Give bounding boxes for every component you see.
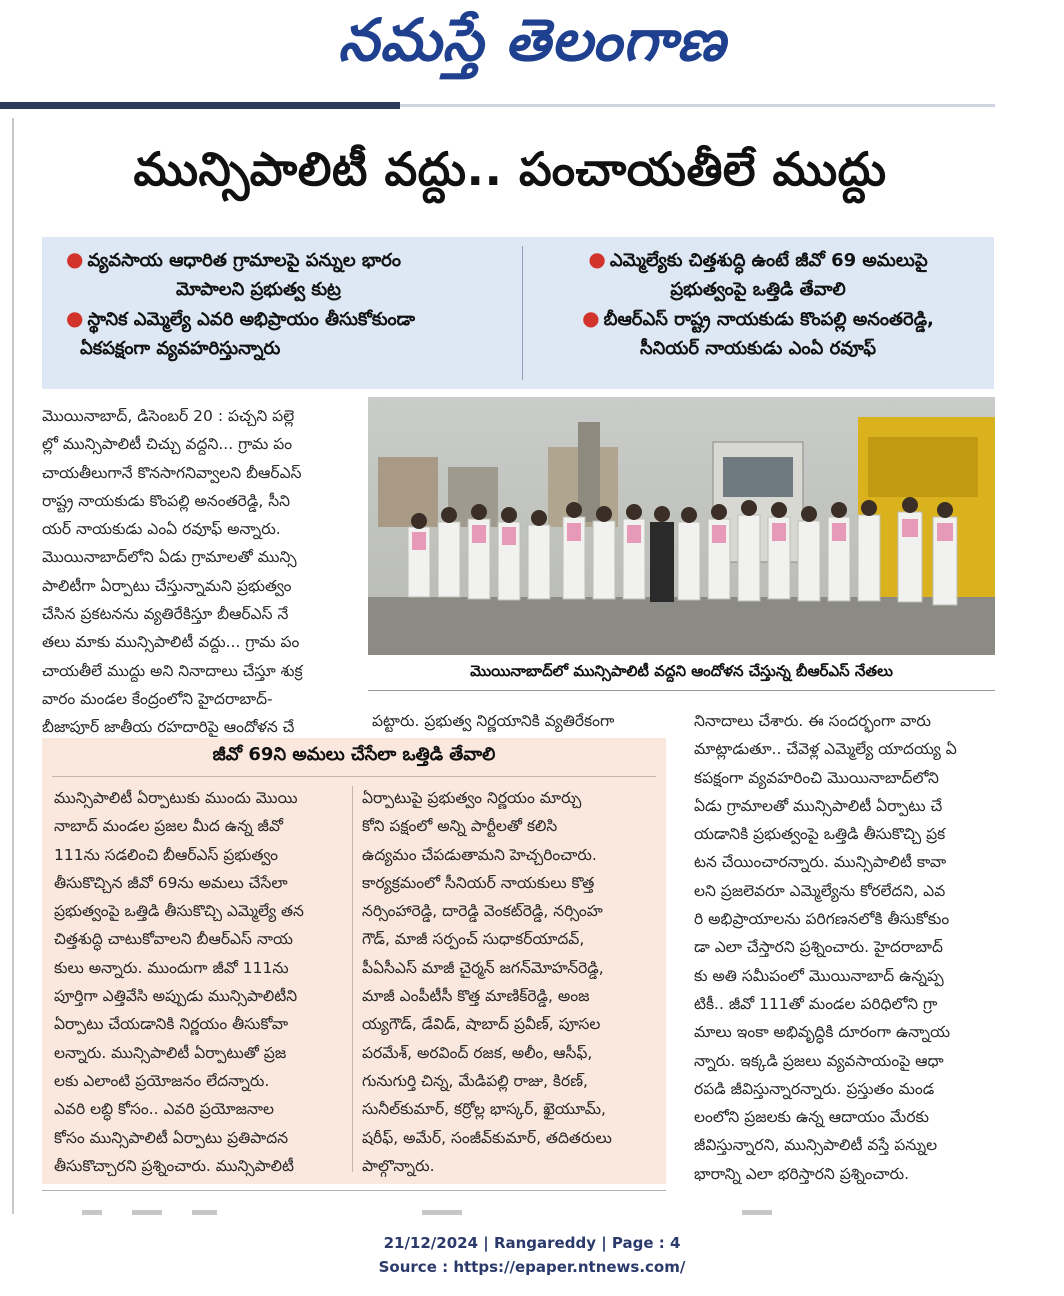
story-line: వారం మండల కేంద్రంలోని హైదరాబాద్- [42,689,273,708]
story-line: కు అతి సమీపంలో మొయినాబాద్ ఉన్నప్ప [694,966,944,985]
photo-caption: మొయినాబాద్‌లో మున్సిపాలిటీ వద్దని ఆందోళన చేస్తున్న బీఆర్ఎస్ నేతలు [470,662,893,680]
newspaper-logo: నమస్తే తెలంగాణ [338,6,726,74]
story-line: భారాన్ని ఎలా భరిస్తారని ప్రశ్నించారు. [694,1164,910,1183]
story-line: పాల్గొన్నారు. [362,1156,435,1175]
sidebar-column-2 [362,784,658,1180]
story-line: చాయతీలే ముద్దు అని నినాదాలు చేస్తూ శుక్ర [42,661,303,680]
story-line: గునుగుర్తి చిన్న, మేడిపల్లి రాజు, కిరణ్, [362,1071,588,1090]
story-line: లంలోని ప్రజలకు ఉన్న ఆదాయం మేరకు [694,1108,929,1127]
highlights-box [42,237,994,389]
story-line: టికీ.. జీవో 111తో మండల పరిధిలోని గ్రా [694,994,938,1013]
highlight-item [66,245,526,304]
story-line: రపడి జీవిస్తున్నారన్నారు. ప్రస్తుతం మండ [694,1079,935,1098]
source-link[interactable]: Source : https://epaper.ntnews.com/ [378,1258,686,1276]
story-line: మాట్లాడుతూ.. చేవెళ్ల ఎమ్మెల్యే యాదయ్య ఏ [694,740,957,759]
story-line: మున్సిపాలిటీ ఏర్పాటుకు ముందు మొయి [54,789,298,807]
story-line: నాబాద్ మండల ప్రజల మీద ఉన్న జీవో [54,817,283,836]
highlight-text: బీఆర్ఎస్ రాష్ట్ర నాయకుడు కొంపల్లి అనంతరెడ్డి, [603,309,934,330]
story-line: జీవిస్తున్నారని, మున్సిపాలిటీ వస్తే పన్నుల [694,1136,938,1155]
story-line: యడానికి ప్రభుత్వంపై ఒత్తిడి తీసుకొచ్చి ప్రక [694,825,946,844]
article-headline: మున్సిపాలిటీ వద్దు.. పంచాయతీలే ముద్దు [133,142,887,196]
story-line: రి అభిప్రాయాలను పరిగణనలోకి తీసుకోకుం [694,910,950,929]
masthead-rule-dark [0,102,400,109]
story-line: కార్యక్రమంలో సీనియర్ నాయకులు కొత్త [362,873,595,892]
story-line: ఏర్పాటు చేయడానికి నిర్ణయం తీసుకోవా [54,1015,289,1034]
bullet-icon: ● [588,247,606,271]
story-line: బీజాపూర్ జాతీయ రహదారిపై ఆందోళన చే [42,718,295,737]
story-line: మొయినాబాద్‌లోని ఏడు గ్రామాలతో మున్సి [42,548,297,567]
highlight-text: మోపాలని ప్రభుత్వ కుట్ర [176,279,341,300]
highlight-item [66,304,526,363]
story-line: మొయినాబాద్, డిసెంబర్ 20 : పచ్చని పల్లె [42,407,295,425]
story-line: టన చేయించారన్నారు. మున్సిపాలిటీ కావా [694,853,947,872]
story-line: గౌడ్, మాజీ సర్పంచ్ సుధాకర్‌యాదవ్, [362,930,585,949]
story-line: ల్లో మున్సిపాలిటీ చిచ్చు వద్దని... గ్రామ పం [42,435,293,454]
story-line: కోని పక్షంలో అన్ని పార్టీలతో కలిసి [362,817,558,836]
highlight-item [538,245,978,304]
story-line: తీసుకొచ్చిన జీవో 69ను అమలు చేసేలా [54,873,288,892]
highlight-text: స్థానిక ఎమ్మెల్యే ఎవరి అభిప్రాయం తీసుకోకుండా [87,309,416,330]
bullet-icon: ● [582,306,600,330]
highlight-text: ఏకపక్షంగా వ్యవహరిస్తున్నారు [80,338,281,359]
story-line: లని ప్రజలెవరూ ఎమ్మెల్యేను కోరలేదని, ఎవ [694,881,946,900]
story-line: తీసుకొచ్చారని ప్రశ్నించారు. మున్సిపాలిటీ [54,1156,294,1175]
story-line: షరీఫ్, అమేర్, సంజీవ్‌కుమార్, తదితరులు [362,1128,612,1147]
story-column-3 [694,707,994,1188]
story-line: కపక్షంగా వ్యవహరించి మొయినాబాద్‌లోని [694,768,939,787]
story-column-2 [372,707,672,735]
story-line: కులు అన్నారు. ముందుగా జీవో 111ను [54,958,289,977]
protest-photo-illustration [368,397,995,655]
story-line: ప్రభుత్వంపై ఒత్తిడి తీసుకొచ్చి ఎమ్మెల్యే తన [54,902,304,921]
story-line: కోసం మున్సిపాలిటీ ఏర్పాటు ప్రతిపాదన [54,1128,289,1147]
sidebar-bottom-rule [42,1190,666,1191]
story-line: చాయతీలుగానే కొనసాగనివ్వాలని బీఆర్ఎస్ [42,463,302,482]
highlights-right [538,245,978,363]
news-photo [368,397,995,655]
sidebar-story-heading: జీవో 69ని అమలు చేసేలా ఒత్తిడి తేవాలి [212,744,496,765]
bullet-icon: ● [66,306,84,330]
story-line: సునీల్‌కుమార్, కర్రోల్ల భాస్కర్, ఖైయూమ్, [362,1100,606,1119]
story-line: ఎవరి లబ్ధి కోసం.. ఎవరి ప్రయోజనాల [54,1100,275,1119]
story-line: చిత్తశుద్ధి చాటుకోవాలని బీఆర్ఎస్ నాయ [54,930,293,949]
story-line: నర్సింహారెడ్డి, దారెడ్డి వెంకట్‌రెడ్డి, నర్సింహ [362,902,603,921]
highlight-text: ఎమ్మెల్యేకు చిత్తశుద్ధి ఉంటే జీవో 69 అమలుపై [609,250,928,271]
story-line: ఏడు గ్రామాలతో మున్సిపాలిటీ ఏర్పాటు చే [694,796,943,815]
highlight-text: వ్యవసాయ ఆధారిత గ్రామాలపై పన్నుల భారం [87,250,401,271]
story-line: పీఏసీఎస్ మాజీ చైర్మన్ జగన్‌మోహన్‌రెడ్డి, [362,958,604,977]
sidebar-heading-rule [52,776,656,777]
story-line: 111ను సడలించి బీఆర్ఎస్ ప్రభుత్వం [54,845,278,864]
highlight-text: సీనియర్ నాయకుడు ఎంఏ రవూఫ్ [639,338,877,359]
story-line: డా ఎలా చేస్తారని ప్రశ్నించారు. హైదరాబాద్ [694,938,943,957]
highlight-item [538,304,978,363]
story-line: మాలు ఇంకా అభివృద్ధికి దూరంగా ఉన్నాయ [694,1023,951,1042]
masthead-rule-light [400,104,995,107]
story-line: న్నారు. ఇక్కడి ప్రజలు వ్యవసాయంపై ఆధా [694,1051,944,1070]
story-line: పట్టారు. ప్రభుత్వ నిర్ణయానికి వ్యతిరేకంగా [372,712,615,730]
story-line: ఏర్పాటుపై ప్రభుత్వం నిర్ణయం మార్చు [362,789,582,807]
story-column-1 [42,402,360,742]
story-line: పూర్తిగా ఎత్తివేసి అప్పుడు మున్సిపాలిటీని [54,987,298,1006]
sidebar-column-1 [54,784,344,1180]
story-line: యర్ నాయకుడు ఎంఏ రవూఫ్ అన్నారు. [42,520,281,539]
clipped-text-strip [42,1208,994,1218]
story-line: రాష్ట్ర నాయకుడు కొంపల్లి అనంతరెడ్డి, సీని [42,491,290,510]
story-line: య్యగౌడ్, డేవిడ్, షాబాద్ ప్రవీణ్, పూసల [362,1015,601,1034]
story-line: పాలిటీగా ఏర్పాటు చేస్తున్నామని ప్రభుత్వం [42,576,292,595]
story-line: పరమేశ్, అరవింద్ రజక, అలీం, ఆసీఫ్, [362,1043,593,1062]
caption-rule [368,690,995,691]
story-line: లకు ఎలాంటి ప్రయోజనం లేదన్నారు. [54,1071,270,1090]
story-line: తలు మాకు మున్సిపాలిటీ వద్దు... గ్రామ పం [42,633,300,652]
sidebar-column-divider [352,786,353,1172]
story-line: చేసిన ప్రకటనను వ్యతిరేకిస్తూ బీఆర్ఎస్ నే [42,605,289,624]
highlight-text: ప్రభుత్వంపై ఒత్తిడి తేవాలి [670,279,846,300]
highlights-divider [522,246,523,380]
highlights-left [66,245,526,363]
story-line: లన్నారు. మున్సిపాలిటీ ఏర్పాటుతో ప్రజ [54,1043,287,1062]
page-margin-rule [12,118,14,1214]
story-line: ఉద్యమం చేపడుతామని హెచ్చరించారు. [362,845,597,864]
bullet-icon: ● [66,247,84,271]
edition-info: 21/12/2024 | Rangareddy | Page : 4 [383,1234,681,1252]
story-line: నినాదాలు చేశారు. ఈ సందర్భంగా వారు [694,712,931,730]
story-line: మాజీ ఎంపీటీసీ కొత్త మాణిక్‌రెడ్డి, అంజ [362,987,590,1006]
